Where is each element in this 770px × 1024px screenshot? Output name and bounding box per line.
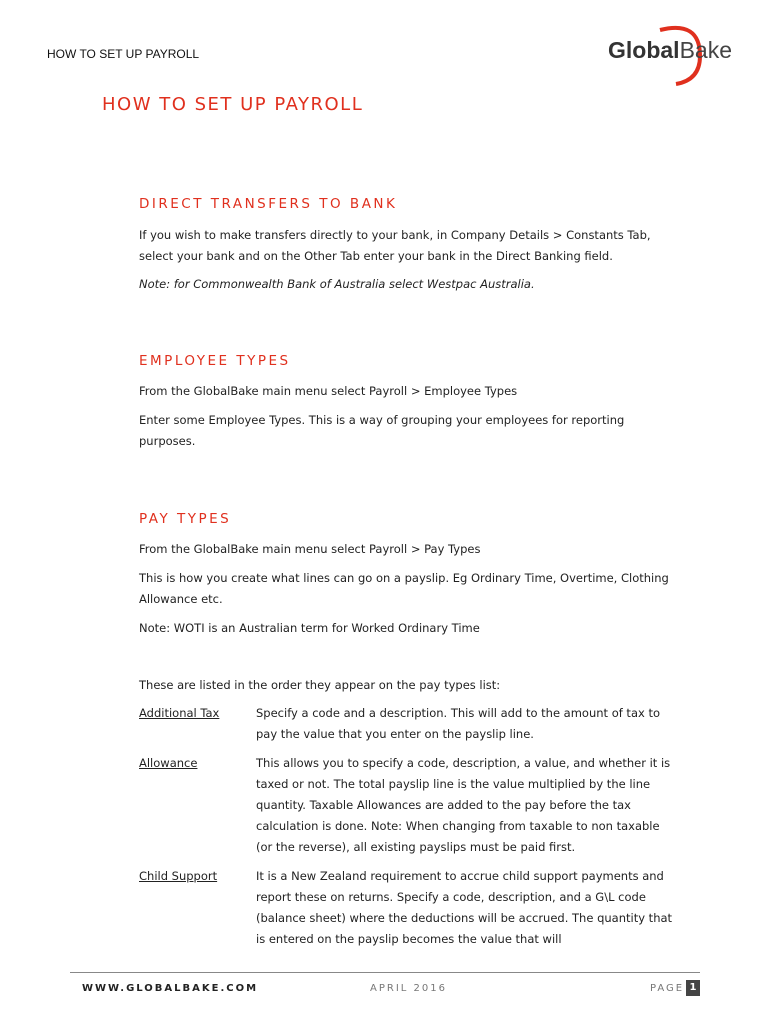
- logo-word-bake: Bake: [679, 37, 732, 63]
- employee-types-paragraph-2: Enter some Employee Types. This is a way of grouping your employees for reporting purposes.: [139, 413, 625, 448]
- running-header-title: HOW TO SET UP PAYROLL: [47, 47, 200, 61]
- footer-date: APRIL 2016: [370, 983, 447, 994]
- pay-types-paragraph-2: This is how you create what lines can go on a payslip. Eg Ordinary Time, Overtime, Clothing Allowance etc.: [139, 571, 669, 606]
- footer-page-number: 1: [686, 980, 700, 996]
- heading-pay-types: PAY TYPES: [139, 511, 232, 527]
- employee-types-paragraph-1: From the GlobalBake main menu select Payroll > Employee Types: [139, 384, 518, 398]
- footer-divider: [70, 972, 700, 973]
- definition-allowance: This allows you to specify a code, description, a value, and whether it is taxed or not. The total payslip line is the value multiplied by the line quantity. Taxable Allowances are added to the pay before the tax calculation is done. Note: When changing from taxable to non taxable (or the reverse), all existing payslips must be paid first.: [256, 756, 671, 854]
- term-allowance: Allowance: [139, 756, 198, 770]
- pay-types-paragraph-1: From the GlobalBake main menu select Payroll > Pay Types: [139, 542, 481, 556]
- footer-page-label: PAGE: [650, 983, 685, 994]
- direct-transfers-paragraph: If you wish to make transfers directly to your bank, in Company Details > Constants Tab, select your bank and on the Other Tab enter your bank in the Direct Banking field.: [139, 228, 651, 263]
- definition-additional-tax: Specify a code and a description. This will add to the amount of tax to pay the value that you enter on the payslip line.: [256, 706, 660, 741]
- heading-employee-types: EMPLOYEE TYPES: [139, 353, 291, 369]
- direct-transfers-note: Note: for Commonwealth Bank of Australia select Westpac Australia.: [139, 277, 535, 291]
- footer-website: WWW.GLOBALBAKE.COM: [82, 983, 259, 994]
- definition-child-support: It is a New Zealand requirement to accrue child support payments and report these on returns. Specify a code, description, and a G\L code (balance sheet) where the deductions will be accrued. The quantity that is entered on the payslip becomes the value that will: [256, 869, 673, 946]
- pay-types-note: Note: WOTI is an Australian term for Worked Ordinary Time: [139, 621, 480, 635]
- logo-word-global: Global: [608, 37, 680, 63]
- pay-types-list-intro: These are listed in the order they appear on the pay types list:: [139, 678, 501, 692]
- term-child-support: Child Support: [139, 869, 218, 883]
- heading-direct-transfers: DIRECT TRANSFERS TO BANK: [139, 196, 398, 212]
- term-additional-tax: Additional Tax: [139, 706, 220, 720]
- globalbake-logo: [600, 22, 760, 86]
- page-title: HOW TO SET UP PAYROLL: [102, 94, 364, 115]
